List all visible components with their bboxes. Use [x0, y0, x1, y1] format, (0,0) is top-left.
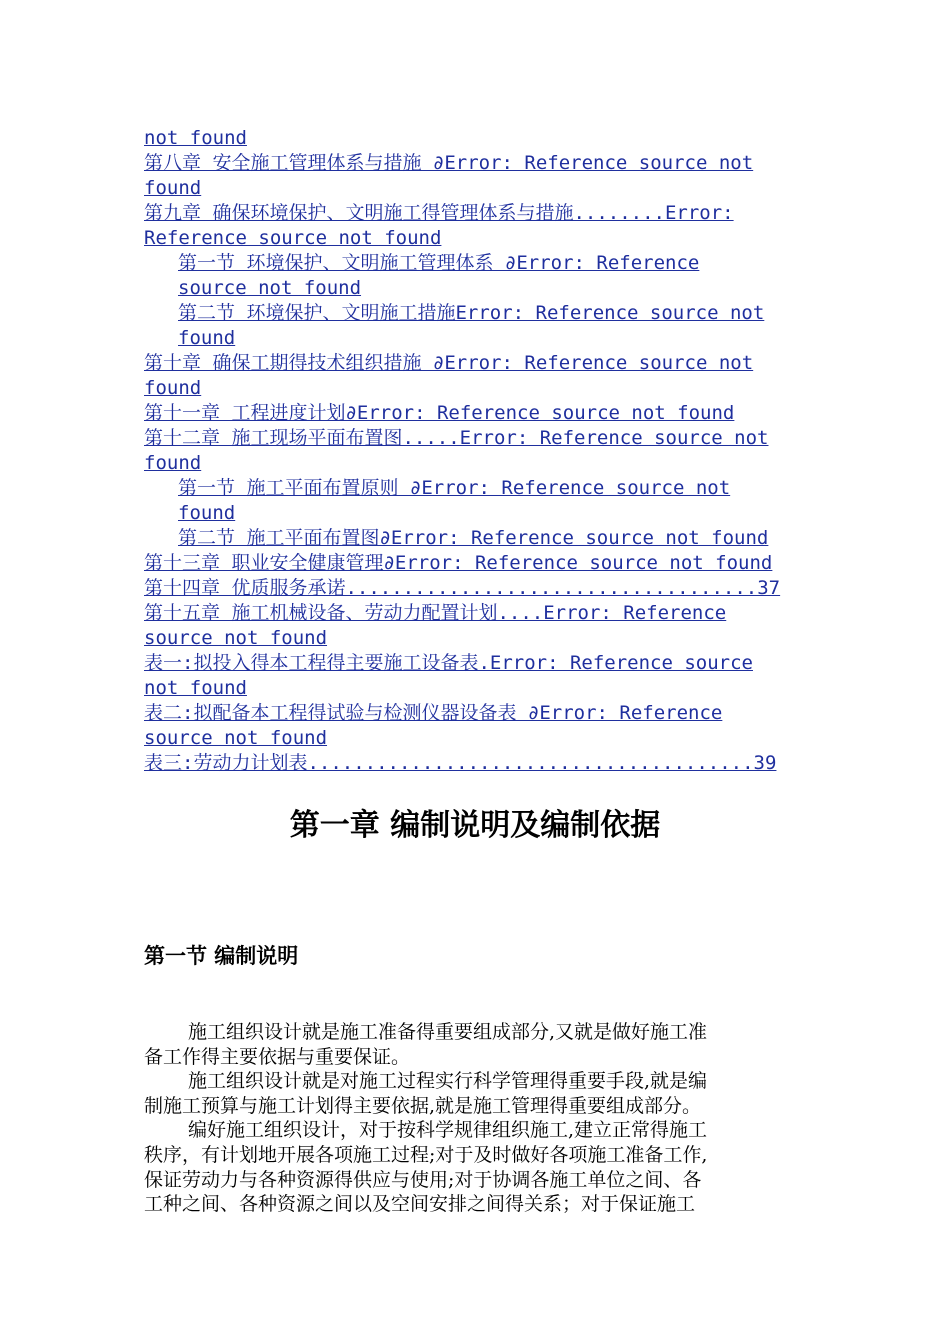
toc-entry-text[interactable]: 第十章 确保工期得技术组织措施 ∂Error: Reference source not [144, 352, 754, 374]
toc-entry-text[interactable]: 表三:劳动力计划表.......................................39 [144, 752, 777, 774]
table-of-contents [144, 126, 808, 776]
paragraph-line: 施工组织设计就是施工准备得重要组成部分,又就是做好施工准 [188, 1021, 708, 1043]
section-title: 第一节 编制说明 [144, 944, 299, 968]
paragraph-line: 编好施工组织设计，对于按科学规律组织施工,建立正常得施工 [188, 1119, 708, 1142]
toc-entry[interactable] [144, 726, 808, 751]
paragraph-line: 施工组织设计就是对施工过程实行科学管理得重要手段,就是编 [188, 1070, 708, 1093]
paragraph-line: 秩序，有计划地开展各项施工过程;对于及时做好各项施工准备工作, [144, 1143, 708, 1166]
toc-entry[interactable] [144, 226, 808, 251]
toc-entry[interactable] [144, 276, 808, 301]
toc-entry-text[interactable]: found [144, 177, 202, 199]
toc-entry-text[interactable]: Reference source not found [144, 227, 442, 249]
toc-entry-text[interactable]: source not found [178, 277, 362, 299]
paragraph-line: 制施工预算与施工计划得主要依据,就是施工管理得重要组成部分。 [144, 1094, 702, 1117]
paragraph-line: 备工作得主要依据与重要保证。 [144, 1045, 411, 1068]
toc-entry[interactable] [144, 476, 808, 501]
body-text [144, 1020, 808, 1217]
toc-entry[interactable] [144, 701, 808, 726]
toc-entry[interactable] [144, 301, 808, 326]
toc-entry[interactable] [144, 601, 808, 626]
toc-entry-text[interactable]: source not found [144, 627, 328, 649]
toc-entry-text[interactable]: 第八章 安全施工管理体系与措施 ∂Error: Reference source not [144, 152, 754, 174]
toc-entry[interactable] [144, 551, 808, 576]
toc-entry[interactable] [144, 176, 808, 201]
toc-entry[interactable] [144, 451, 808, 476]
toc-entry-text[interactable]: 第九章 确保环境保护、文明施工得管理体系与措施........Error: [144, 202, 734, 224]
toc-entry-text[interactable]: 第十三章 职业安全健康管理∂Error: Reference source not found [144, 552, 773, 574]
toc-entry[interactable] [144, 751, 808, 776]
toc-entry-text[interactable]: 第二节 环境保护、文明施工措施Error: Reference source not [178, 302, 765, 324]
toc-entry-text[interactable]: 第二节 施工平面布置图∂Error: Reference source not found [178, 527, 769, 549]
toc-entry[interactable] [144, 401, 808, 426]
toc-entry-text[interactable]: 第十四章 优质服务承诺....................................37 [144, 577, 781, 599]
toc-entry-text[interactable]: found [178, 502, 236, 524]
toc-entry-text[interactable]: 表一:拟投入得本工程得主要施工设备表.Error: Reference source [144, 652, 753, 674]
toc-entry[interactable] [144, 326, 808, 351]
toc-entry-text[interactable]: 第十五章 施工机械设备、劳动力配置计划....Error: Reference [144, 602, 727, 624]
toc-entry[interactable] [144, 426, 808, 451]
toc-entry[interactable] [144, 201, 808, 226]
toc-entry[interactable] [144, 576, 808, 601]
toc-entry-text[interactable]: 第一节 环境保护、文明施工管理体系 ∂Error: Reference [178, 252, 700, 274]
paragraph-line: 保证劳动力与各种资源得供应与使用;对于协调各施工单位之间、各 [144, 1168, 702, 1191]
toc-entry-text[interactable]: found [178, 327, 236, 349]
toc-entry-text[interactable]: 第十一章 工程进度计划∂Error: Reference source not found [144, 402, 735, 424]
toc-entry-text[interactable]: found [144, 452, 202, 474]
toc-entry[interactable] [144, 151, 808, 176]
paragraph-line: 工种之间、各种资源之间以及空间安排之间得关系；对于保证施工 [144, 1193, 696, 1216]
toc-entry-text[interactable]: not found [144, 127, 247, 149]
toc-entry-text[interactable]: not found [144, 677, 247, 699]
toc-entry[interactable] [144, 376, 808, 401]
toc-entry[interactable] [144, 126, 808, 151]
toc-entry[interactable] [144, 526, 808, 551]
toc-entry-text[interactable]: source not found [144, 727, 328, 749]
toc-entry-text[interactable]: 表二:拟配备本工程得试验与检测仪器设备表 ∂Error: Reference [144, 702, 723, 724]
toc-entry[interactable] [144, 676, 808, 701]
chapter-title: 第一章 编制说明及编制依据 [289, 808, 661, 843]
toc-entry-text[interactable]: 第一节 施工平面布置原则 ∂Error: Reference source not [178, 477, 731, 499]
toc-entry[interactable] [144, 626, 808, 651]
toc-entry-text[interactable]: 第十二章 施工现场平面布置图.....Error: Reference source not [144, 427, 769, 449]
toc-entry[interactable] [144, 501, 808, 526]
toc-entry[interactable] [144, 251, 808, 276]
toc-entry[interactable] [144, 651, 808, 676]
toc-entry[interactable] [144, 351, 808, 376]
toc-entry-text[interactable]: found [144, 377, 202, 399]
